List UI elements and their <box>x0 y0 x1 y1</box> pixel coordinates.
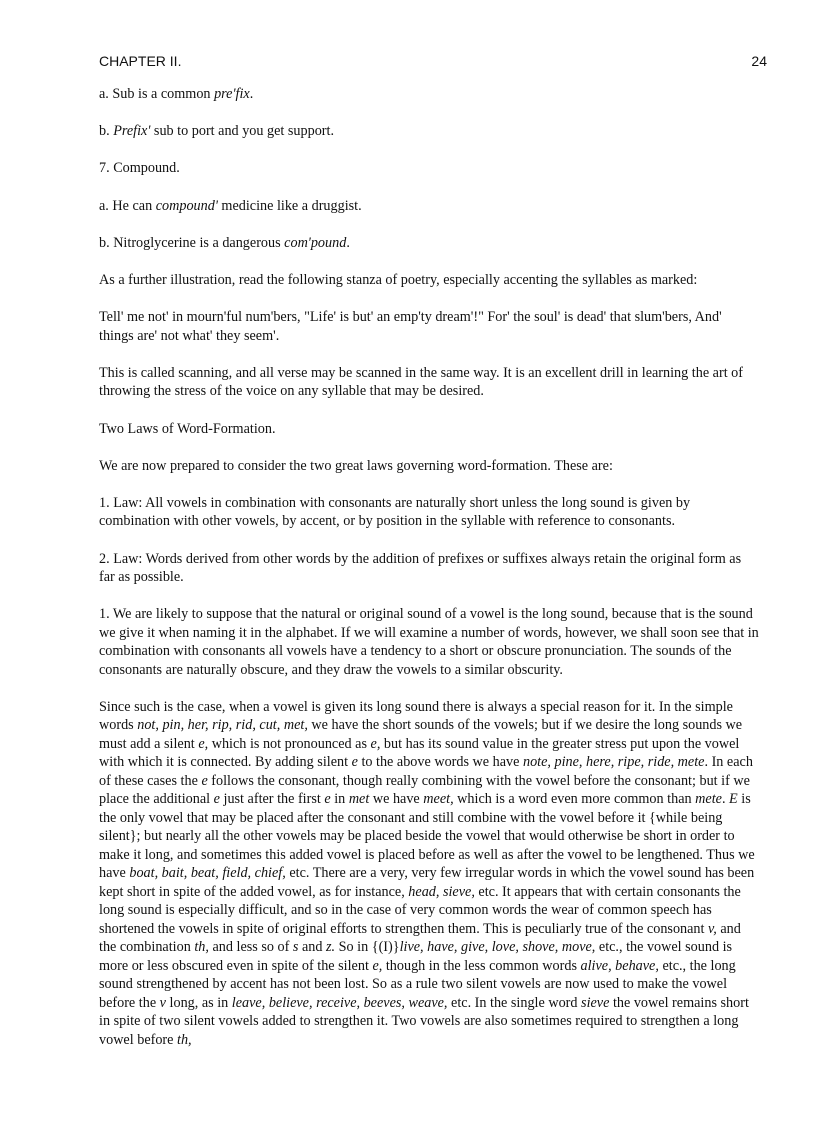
paragraph <box>99 85 759 104</box>
italic-run: th, <box>194 939 209 956</box>
text-run: . In each of these cases the <box>99 754 753 789</box>
italic-run: e <box>324 791 331 808</box>
text-run: a. He can <box>99 197 156 214</box>
text-run: 1. We are likely to suppose that the natural or original sound of a vowel is the long sound, because that is the sound we give it when naming it in the alphabet. If we will examine a number of words, however, we shall soon see that in combination with consonants all vowels have a tendency to a short or obscure pronunciation. The sounds of the consonants are naturally obscure, and they draw the vowels to a similar obscurity. <box>99 606 759 678</box>
italic-run: th, <box>177 1031 192 1048</box>
text-run: As a further illustration, read the following stanza of poetry, especially accenting the syllables as marked: <box>99 271 698 288</box>
text-run: we have the short sounds of the vowels; but if we desire the long sounds we must add a silent <box>99 717 743 752</box>
italic-run: sieve <box>581 994 610 1011</box>
italic-run: e, <box>370 735 381 752</box>
paragraph <box>99 364 759 401</box>
text-run: just after the first <box>219 791 325 808</box>
text-run: . <box>249 86 254 102</box>
text-run: So in {(I)} <box>335 939 400 956</box>
italic-run: s <box>292 939 299 956</box>
italic-run: leave, believe, receive, beeves, weave, <box>231 994 448 1011</box>
text-run: which is not pronounced as <box>208 735 371 752</box>
italic-run: e <box>351 754 358 771</box>
paragraph <box>99 494 759 531</box>
italic-run: meet, <box>423 791 454 808</box>
paragraph <box>99 234 759 253</box>
text-run: We are now prepared to consider the two great laws governing word-formation. These are: <box>99 457 613 474</box>
italic-run: v, <box>708 920 717 937</box>
text-run: etc., the long sound strengthened by accent has not been lost. So as a rule two silent vowels are now used to make the vowel before the <box>99 957 736 1011</box>
text-run: etc., the vowel sound is more or less obscured even in spite of the silent <box>99 939 733 974</box>
text-run: and the combination <box>99 920 741 956</box>
text-run: but has its sound value in the greater stress put upon the vowel with which it is connected. By adding silent <box>99 735 740 771</box>
italic-run: e <box>201 772 208 789</box>
italic-run: met <box>348 791 370 808</box>
text-run: a. Sub is a common <box>99 86 215 102</box>
text-run: This is called scanning, and all verse may be scanned in the same way. It is an excellent drill in learning the art of throwing the stress of the voice on any syllable that may be desired. <box>99 364 743 400</box>
italic-run: e <box>213 791 220 808</box>
italic-run: com'pound <box>284 234 347 251</box>
italic-run: e, <box>372 957 383 974</box>
italic-run: pre'fix <box>214 86 250 102</box>
italic-run: not, pin, her, rip, rid, cut, met, <box>137 717 308 734</box>
italic-run: live, have, give, love, shove, move, <box>399 939 596 956</box>
page-number: 24 <box>751 53 767 69</box>
text-run: etc. There are a very, very few irregular words in which the vowel sound has been kept short in spite of the added vowel, as for instance, <box>99 865 755 900</box>
text-run: b. <box>99 123 114 140</box>
text-run: etc. In the single word <box>447 994 582 1011</box>
text-run: 1. Law: All vowels in combination with consonants are naturally short unless the long sound is given by combination with other vowels, by accent, or by position in the syllable with reference to consonants. <box>99 494 691 530</box>
paragraph <box>99 159 759 178</box>
text-run: sub to port and you get support. <box>150 123 335 140</box>
paragraph <box>99 420 759 439</box>
page-header <box>99 53 767 69</box>
paragraph <box>99 197 759 216</box>
italic-run: compound' <box>155 197 218 214</box>
text-run: medicine like a druggist. <box>217 197 362 214</box>
chapter-title: CHAPTER II. <box>99 53 182 69</box>
italic-run: note, pine, here, ripe, ride, mete <box>522 754 705 771</box>
text-run: to the above words we have <box>357 754 523 771</box>
italic-run: mete <box>695 791 722 808</box>
italic-run: v <box>159 994 166 1011</box>
text-run: and less so of <box>208 939 293 956</box>
text-run: and <box>298 939 327 956</box>
paragraph <box>99 457 759 476</box>
text-run: . <box>346 234 350 251</box>
paragraph <box>99 698 759 1050</box>
text-run: 2. Law: Words derived from other words by the addition of prefixes or suffixes always retain the original form as far as possible. <box>99 550 742 586</box>
italic-run: alive, behave, <box>580 957 659 974</box>
text-run: etc. It appears that with certain consonants the long sound is especially difficult, and so in the case of very common words the wear of common speech has shortened the vowels in spite of original efforts to strengthen them. This is peculiarly true of the consonant <box>99 883 741 937</box>
text-run: 7. Compound. <box>99 160 180 177</box>
italic-run: Prefix' <box>113 123 151 140</box>
paragraph <box>99 271 759 290</box>
italic-run: e, <box>198 735 209 752</box>
italic-run: z. <box>326 939 336 956</box>
text-run: Tell' me not' in mourn'ful num'bers, "Life' is but' an emp'ty dream'!" For' the soul' is dead' that slum'bers, And' things are' not what' they seem'. <box>99 309 722 344</box>
text-run: Since such is the case, when a vowel is given its long sound there is always a special reason for it. In the simple words <box>99 698 733 734</box>
text-run: in <box>330 791 349 808</box>
text-run: though in the less common words <box>382 957 581 974</box>
text-run: follows the consonant, though really combining with the vowel before the consonant; but if we place the additional <box>99 772 750 808</box>
italic-run: E <box>729 791 738 808</box>
text-run: long, as in <box>165 994 232 1011</box>
paragraph <box>99 308 759 345</box>
paragraph <box>99 122 759 141</box>
text-run: the vowel remains short in spite of two silent vowels added to strengthen it. Two vowels are also sometimes required to strengthen a long vowel before <box>99 994 749 1048</box>
italic-run: boat, bait, beat, field, chief, <box>129 865 286 882</box>
text-run: Two Laws of Word-Formation. <box>99 420 276 437</box>
text-run: . <box>721 791 730 808</box>
paragraph <box>99 605 759 679</box>
text-run: we have <box>369 791 424 808</box>
paragraph <box>99 550 759 587</box>
text-run: b. Nitroglycerine is a dangerous <box>99 234 285 251</box>
text-run: is the only vowel that may be placed after the consonant and still combine with the vowel before it {while being silent}; but nearly all the other vowels may be placed beside the vowel that would otherwise be short in order to make it long, and sometimes this added vowel is placed before as well as after the vowel to be lengthened. Thus we have <box>99 791 755 882</box>
italic-run: head, sieve, <box>408 883 475 900</box>
text-run: which is a word even more common than <box>453 791 696 808</box>
page-body <box>99 85 759 1068</box>
